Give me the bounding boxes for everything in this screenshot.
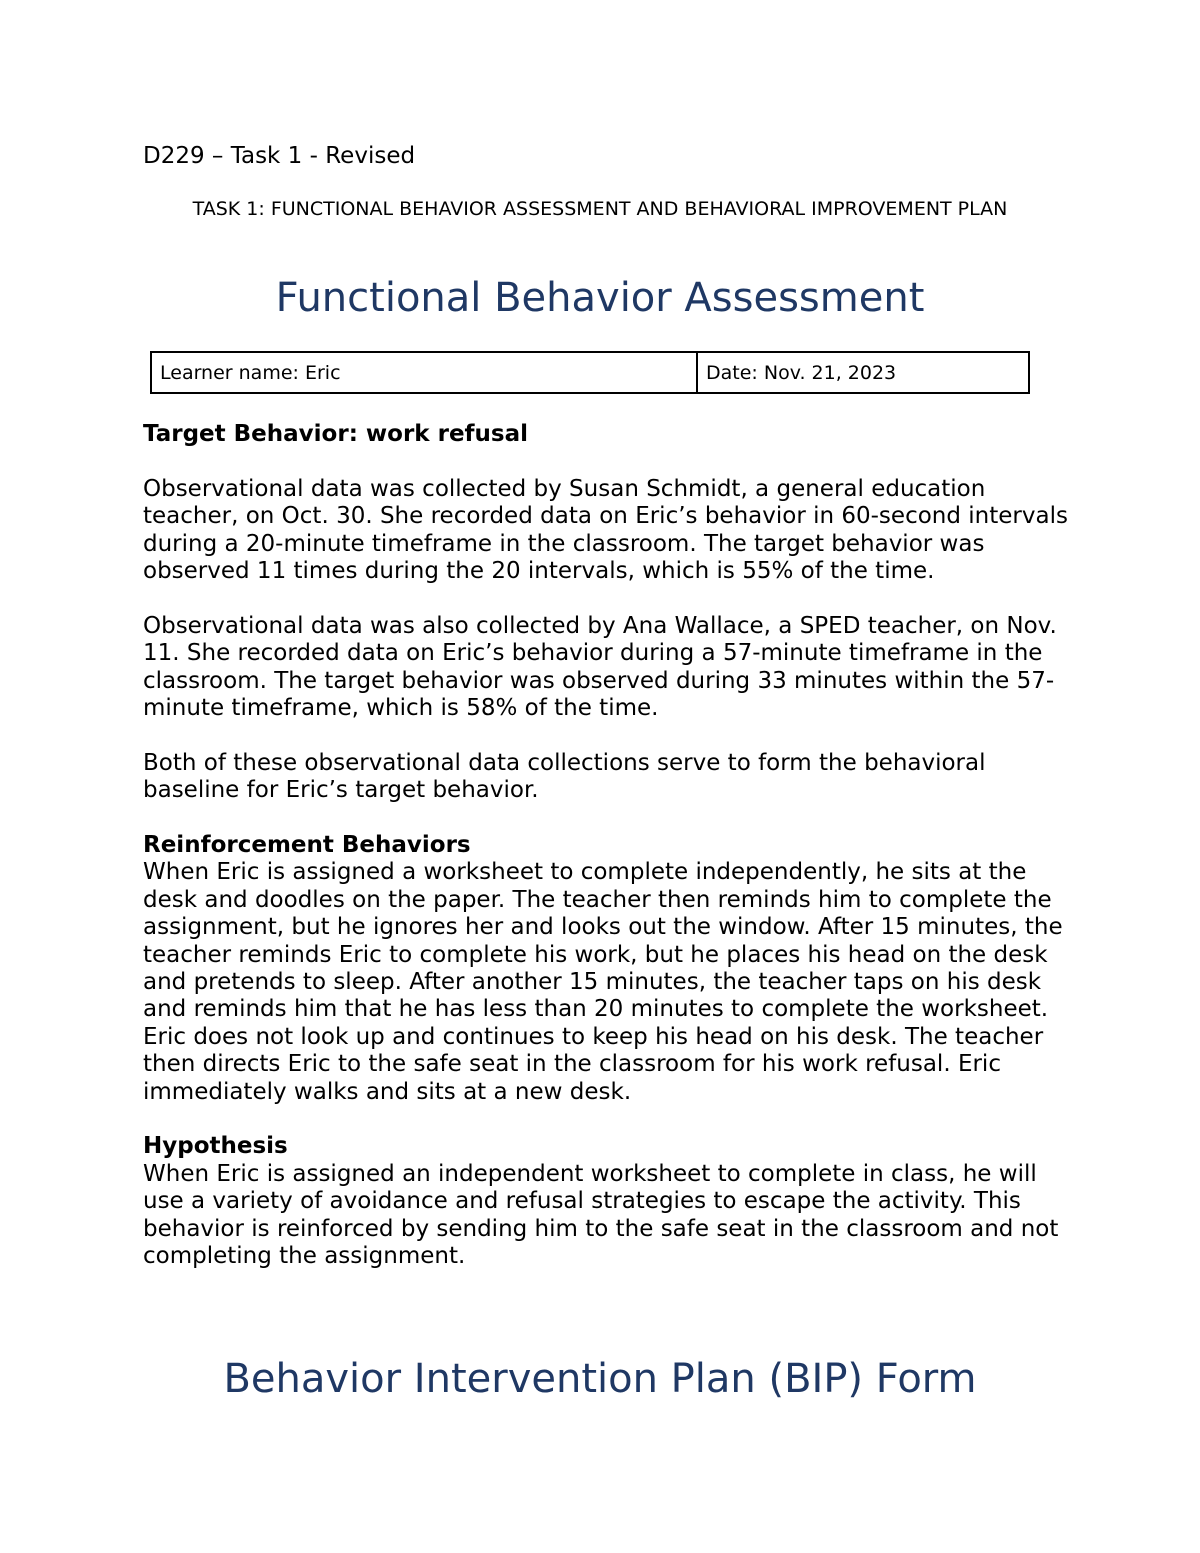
document-body: [143, 421, 1073, 1271]
hypothesis-paragraph: When Eric is assigned an independent worksheet to complete in class, he will use a variety of avoidance and refusal strategies to escape the activity. This behavior is reinforced by sending him to the safe seat in the classroom and not completing the assignment.: [143, 1160, 1059, 1270]
document-label: D229 – Task 1 - Revised: [143, 143, 416, 169]
task-heading: TASK 1: FUNCTIONAL BEHAVIOR ASSESSMENT AND BEHAVIORAL IMPROVEMENT PLAN: [192, 198, 1008, 220]
date-cell: Date: Nov. 21, 2023: [697, 352, 1029, 393]
hypothesis-heading: Hypothesis: [143, 1133, 288, 1160]
observation-paragraph-1: Observational data was collected by Susan Schmidt, a general education teacher, on Oct. 30. She recorded data on Eric’s behavior in 60-second intervals during a 20-minute timeframe in the classroom. The target behavior was observed 11 times during the 20 intervals, which is 55% of the time.: [143, 475, 1068, 585]
learner-info-table: [150, 351, 1030, 394]
baseline-paragraph: Both of these observational data collections serve to form the behavioral baseline for Eric’s target behavior.: [143, 749, 986, 804]
bip-title: Behavior Intervention Plan (BIP) Form: [223, 1356, 977, 1402]
table-row: [151, 352, 1029, 393]
reinforcement-heading: Reinforcement Behaviors: [143, 832, 471, 859]
target-behavior-heading: Target Behavior: work refusal: [143, 421, 529, 447]
reinforcement-paragraph: When Eric is assigned a worksheet to complete independently, he sits at the desk and doodles on the paper. The teacher then reminds him to complete the assignment, but he ignores her and looks out the window. After 15 minutes, the teacher reminds Eric to complete his work, but he places his head on the desk and pretends to sleep. After another 15 minutes, the teacher taps on his desk and reminds him that he has less than 20 minutes to complete the worksheet. Eric does not look up and continues to keep his head on his desk. The teacher then directs Eric to the safe seat in the classroom for his work refusal. Eric immediately walks and sits at a new desk.: [143, 859, 1063, 1105]
page-title: Functional Behavior Assessment: [275, 275, 925, 321]
learner-name-cell: Learner name: Eric: [151, 352, 697, 393]
observation-paragraph-2: Observational data was also collected by Ana Wallace, a SPED teacher, on Nov. 11. She recorded data on Eric’s behavior during a 57-minute timeframe in the classroom. The target behavior was observed during 33 minutes within the 57-minute timeframe, which is 58% of the time.: [143, 612, 1057, 722]
